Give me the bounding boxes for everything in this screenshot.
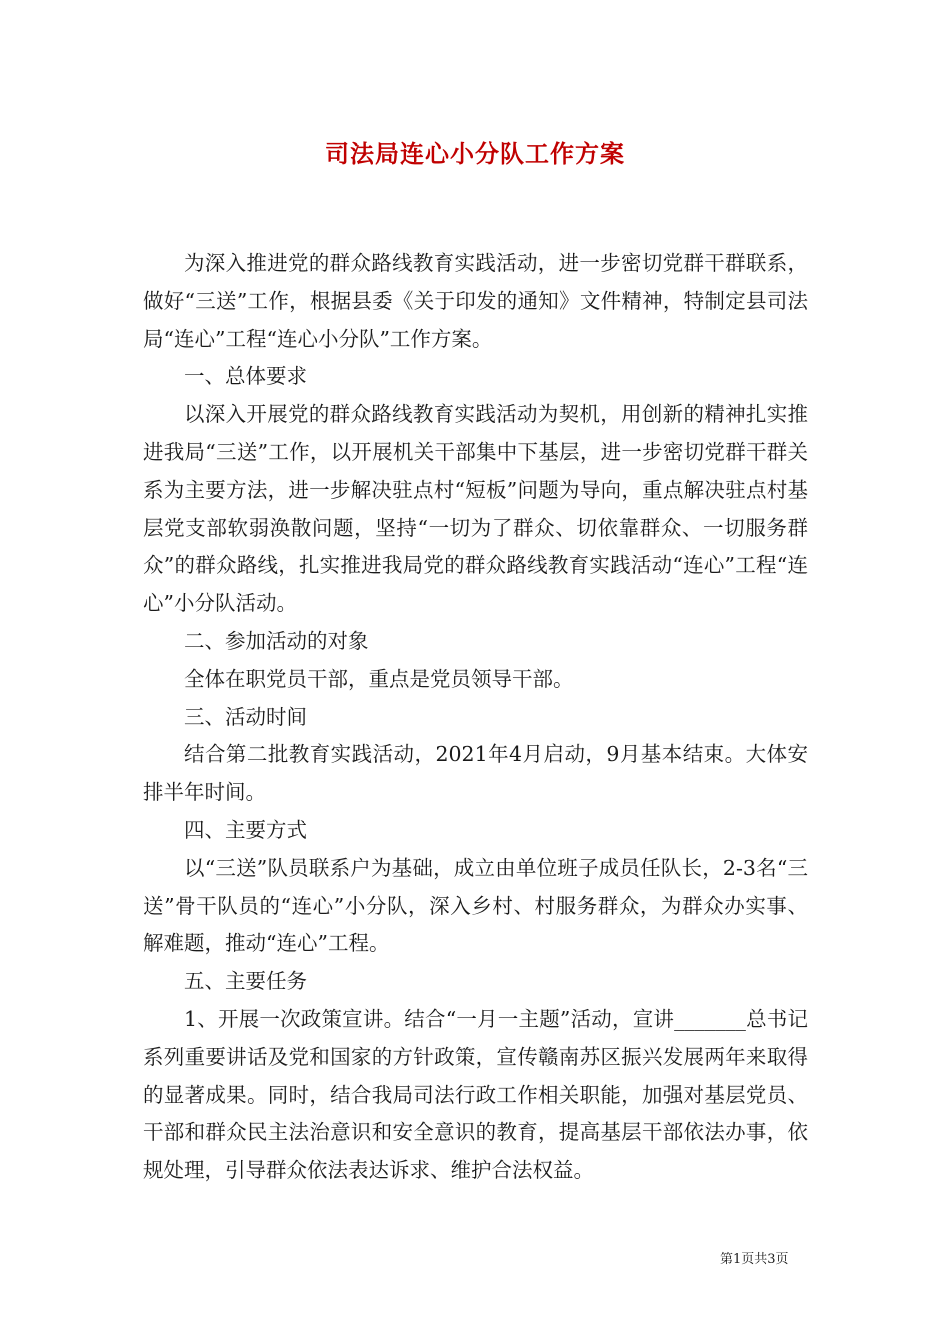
section-heading-main-tasks: 五、主要任务 [184,969,307,994]
methods-paragraph: 以“三送”队员联系户为基础，成立由单位班子成员任队长，2-3名“三送”骨干队员的“连心”小分队，深入乡村、村服务群众，为群众办实事、解难题，推动“连心”工程。 [143,855,808,956]
section-heading-schedule: 三、活动时间 [184,704,307,729]
intro-paragraph: 为深入推进党的群众路线教育实践活动，进一步密切党群干群联系，做好“三送”工作，根据县委《关于印发的通知》文件精神，特制定县司法局“连心”工程“连心小分队”工作方案。 [143,251,808,351]
schedule-paragraph: 结合第二批教育实践活动，2021年4月启动，9月基本结束。大体安排半年时间。 [143,742,808,805]
document-body [143,245,808,1190]
section-heading-methods: 四、主要方式 [184,817,307,842]
section-heading-participants: 二、参加活动的对象 [184,628,369,653]
main-tasks-paragraph: 1、开展一次政策宣讲。结合“一月一主题”活动，宣讲_______总书记系列重要讲话及党和国家的方针政策，宣传赣南苏区振兴发展两年来取得的显著成果。同时，结合我局司法行政工作相关职能，加强对基层党员、干部和群众民主法治意识和安全意识的教育，提高基层干部依法办事，依规处理，引导群众依法表达诉求、维护合法权益。 [143,1006,808,1183]
participants-paragraph: 全体在职党员干部，重点是党员领导干部。 [184,666,574,691]
general-requirements-paragraph: 以深入开展党的群众路线教育实践活动为契机，用创新的精神扎实推进我局“三送”工作，以开展机关干部集中下基层，进一步密切党群干群关系为主要方法，进一步解决驻点村“短板”问题为导向，重点解决驻点村基层党支部软弱涣散问题，坚持“一切为了群众、切依靠群众、一切服务群众”的群众路线，扎实推进我局党的群众路线教育实践活动“连心”工程“连心”小分队活动。 [143,402,808,616]
document-title: 司法局连心小分队工作方案 [325,139,625,168]
page-number: 第1页共3页 [720,1252,789,1267]
section-heading-general-requirements: 一、总体要求 [184,364,307,389]
